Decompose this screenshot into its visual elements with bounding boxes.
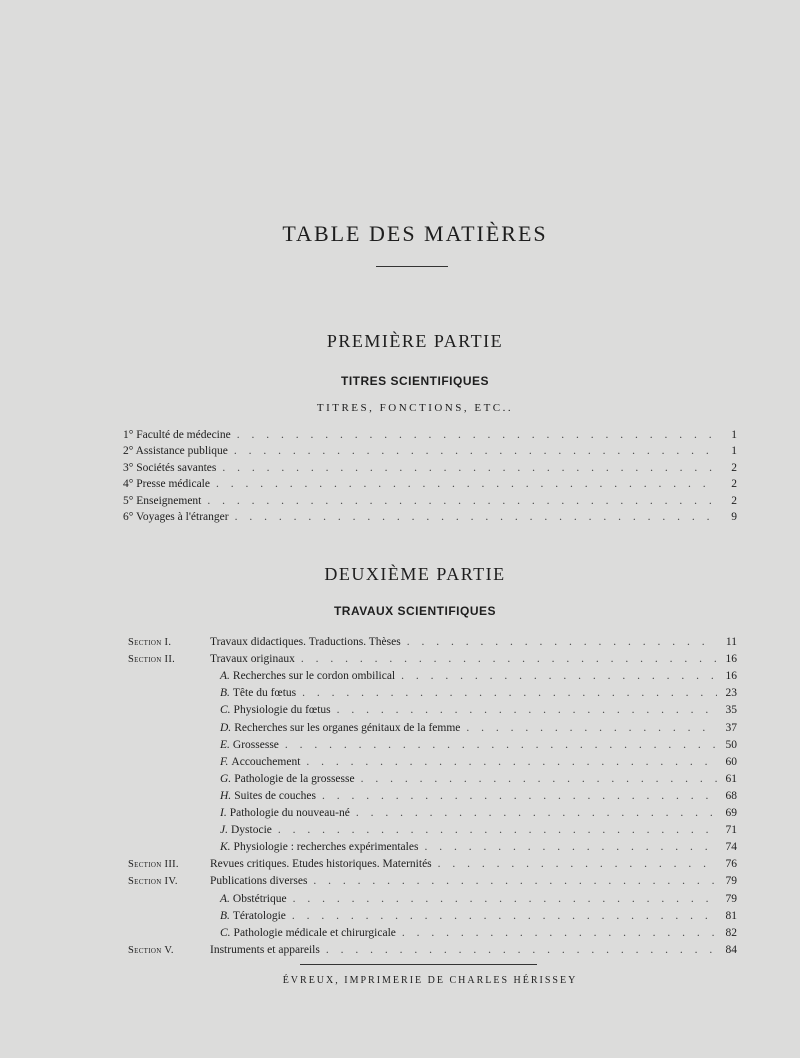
- toc-leader-dots: [278, 824, 717, 836]
- toc-page-number: 2: [731, 478, 737, 491]
- toc-letter: C.: [220, 704, 231, 717]
- toc-entry-label: 5° Enseignement: [123, 494, 202, 507]
- toc-entry-label: Pathologie du nouveau-né: [229, 807, 350, 819]
- toc-page-number: 50: [725, 738, 737, 751]
- toc-leader-dots: [285, 739, 717, 751]
- toc-letter: K.: [220, 841, 231, 854]
- toc-leader-dots: [322, 790, 717, 802]
- toc-leader-dots: [313, 875, 717, 887]
- toc-entry: [220, 739, 737, 755]
- toc-leader-dots: [438, 858, 717, 870]
- toc-leader-dots: [301, 653, 717, 665]
- toc-page-number: 1: [731, 429, 737, 441]
- toc-entry: [220, 910, 737, 926]
- toc-page-number: 23: [725, 687, 737, 700]
- toc-entry-label: 1° Faculté de médecine: [123, 429, 231, 441]
- toc-page-number: 84: [725, 943, 737, 956]
- toc-leader-dots: [237, 429, 717, 441]
- footer-imprint: ÉVREUX, IMPRIMERIE DE CHARLES HÉRISSEY: [282, 975, 578, 986]
- toc-section-label: Section I.: [128, 637, 172, 648]
- toc-page-number: 11: [725, 636, 737, 648]
- toc-entry: [128, 944, 737, 960]
- toc-entry-label: 6° Voyages à l'étranger: [123, 511, 229, 523]
- toc-entry-label: Accouchement: [231, 755, 301, 768]
- toc-entry: [220, 824, 737, 840]
- toc-leader-dots: [337, 704, 717, 716]
- toc-page-number: 71: [725, 824, 737, 837]
- toc-entry: [123, 462, 737, 478]
- toc-leader-dots: [326, 944, 717, 956]
- part-1-title: PREMIÈRE PARTIE: [326, 331, 504, 351]
- toc-section-label: Section III.: [128, 859, 179, 871]
- toc-page-number: 2: [731, 461, 737, 474]
- toc-letter: E.: [220, 738, 230, 751]
- toc-entry: [220, 722, 737, 738]
- toc-leader-dots: [466, 722, 717, 734]
- toc-leader-dots: [222, 462, 717, 474]
- toc-letter: J.: [220, 824, 228, 837]
- toc-section-label: Section V.: [128, 944, 174, 956]
- toc-entry: [123, 511, 737, 527]
- toc-section-label: Section IV.: [128, 876, 178, 888]
- toc-leader-dots: [424, 841, 717, 853]
- toc-leader-dots: [402, 927, 717, 939]
- footer-rule: [300, 964, 537, 965]
- toc-page-number: 16: [725, 653, 737, 666]
- toc-entry-label: Recherches sur le cordon ombilical: [232, 670, 396, 683]
- toc-entry-label: Physiologie : recherches expérimentales: [233, 841, 419, 854]
- toc-leader-dots: [235, 511, 717, 523]
- toc-entry-label: Instruments et appareils: [210, 943, 320, 956]
- toc-leader-dots: [292, 910, 717, 922]
- toc-entry-label: Dystocie: [230, 824, 272, 837]
- toc-letter: I.: [220, 807, 227, 819]
- toc-entry-label: Grossesse: [232, 738, 279, 751]
- toc-entry-label: Pathologie de la grossesse: [234, 772, 355, 785]
- toc-entry-label: Tératologie: [232, 909, 286, 922]
- toc-page-number: 60: [725, 755, 737, 768]
- toc-entry: [220, 927, 737, 943]
- toc-entry: [220, 807, 737, 823]
- toc-entry: [220, 790, 737, 806]
- toc-leader-dots: [302, 687, 717, 699]
- part-1-subheading: TITRES, FONCTIONS, ETC..: [316, 402, 514, 414]
- toc-entry-label: 2° Assistance publique: [123, 445, 228, 458]
- toc-entry-label: Tête du fœtus: [232, 687, 297, 700]
- toc-page-number: 35: [725, 704, 737, 717]
- toc-entry-label: Travaux originaux: [210, 653, 295, 666]
- toc-page-number: 9: [731, 511, 737, 523]
- toc-page-number: 74: [725, 841, 737, 854]
- toc-entry: [123, 445, 737, 461]
- toc-letter: H.: [220, 789, 232, 802]
- toc-leader-dots: [234, 445, 717, 457]
- toc-leader-dots: [306, 756, 717, 768]
- toc-page-number: 76: [725, 858, 737, 871]
- toc-leader-dots: [407, 636, 717, 648]
- toc-letter: G.: [220, 772, 232, 785]
- toc-page-number: 68: [725, 789, 737, 802]
- toc-page-number: 69: [725, 807, 737, 819]
- toc-entry-label: Physiologie du fœtus: [233, 704, 331, 717]
- toc-entry: [128, 653, 737, 669]
- toc-leader-dots: [216, 478, 717, 490]
- toc-letter: B.: [220, 909, 230, 922]
- toc-entry: [220, 704, 737, 720]
- toc-entry-label: Recherches sur les organes génitaux de la femme: [234, 721, 461, 734]
- toc-entry: [220, 773, 737, 789]
- toc-entry-label: Pathologie médicale et chirurgicale: [233, 926, 396, 939]
- toc-entry: [128, 875, 737, 891]
- toc-leader-dots: [293, 893, 717, 905]
- toc-entry: [220, 670, 737, 686]
- toc-letter: F.: [220, 755, 229, 768]
- toc-page-number: 37: [725, 721, 737, 734]
- part-2-heading: TRAVAUX SCIENTIFIQUES: [333, 604, 497, 618]
- toc-page-number: 1: [731, 445, 737, 458]
- toc-letter: D.: [220, 721, 232, 734]
- toc-leader-dots: [361, 773, 717, 785]
- toc-letter: B.: [220, 687, 230, 700]
- part-2-title: DEUXIÈME PARTIE: [324, 564, 506, 584]
- toc-entry-label: Suites de couches: [234, 789, 316, 802]
- toc-entry: [220, 756, 737, 772]
- toc-letter: C.: [220, 926, 231, 939]
- toc-entry-label: Obstétrique: [232, 892, 287, 905]
- toc-entry: [123, 495, 737, 511]
- toc-section-label: Section II.: [128, 654, 176, 666]
- toc-entry: [123, 478, 737, 494]
- toc-page-number: 61: [725, 772, 737, 785]
- toc-page-number: 79: [725, 875, 737, 888]
- part-1-heading: TITRES SCIENTIFIQUES: [340, 374, 489, 388]
- toc-entry-label: 3° Sociétés savantes: [123, 461, 217, 474]
- toc-entry: [128, 636, 737, 652]
- toc-entry-label: Travaux didactiques. Traductions. Thèses: [210, 636, 401, 648]
- toc-entry: [123, 429, 737, 445]
- toc-page-number: 82: [725, 926, 737, 939]
- toc-entry: [220, 841, 737, 857]
- toc-leader-dots: [356, 807, 717, 819]
- toc-leader-dots: [207, 495, 717, 507]
- toc-leader-dots: [401, 670, 717, 682]
- toc-letter: A.: [220, 892, 230, 905]
- toc-entry-label: Revues critiques. Etudes historiques. Maternités: [210, 858, 432, 871]
- toc-entry: [220, 687, 737, 703]
- toc-entry-label: Publications diverses: [210, 875, 308, 888]
- title-rule: [376, 266, 448, 267]
- toc-page-number: 81: [725, 909, 737, 922]
- toc-letter: A.: [220, 670, 230, 683]
- toc-page-number: 16: [725, 670, 737, 683]
- toc-page-number: 2: [731, 494, 737, 507]
- toc-entry-label: 4° Presse médicale: [123, 478, 210, 491]
- page-title: TABLE DES MATIÈRES: [282, 221, 548, 246]
- toc-page-number: 79: [725, 892, 737, 905]
- toc-entry: [220, 893, 737, 909]
- toc-entry: [128, 858, 737, 874]
